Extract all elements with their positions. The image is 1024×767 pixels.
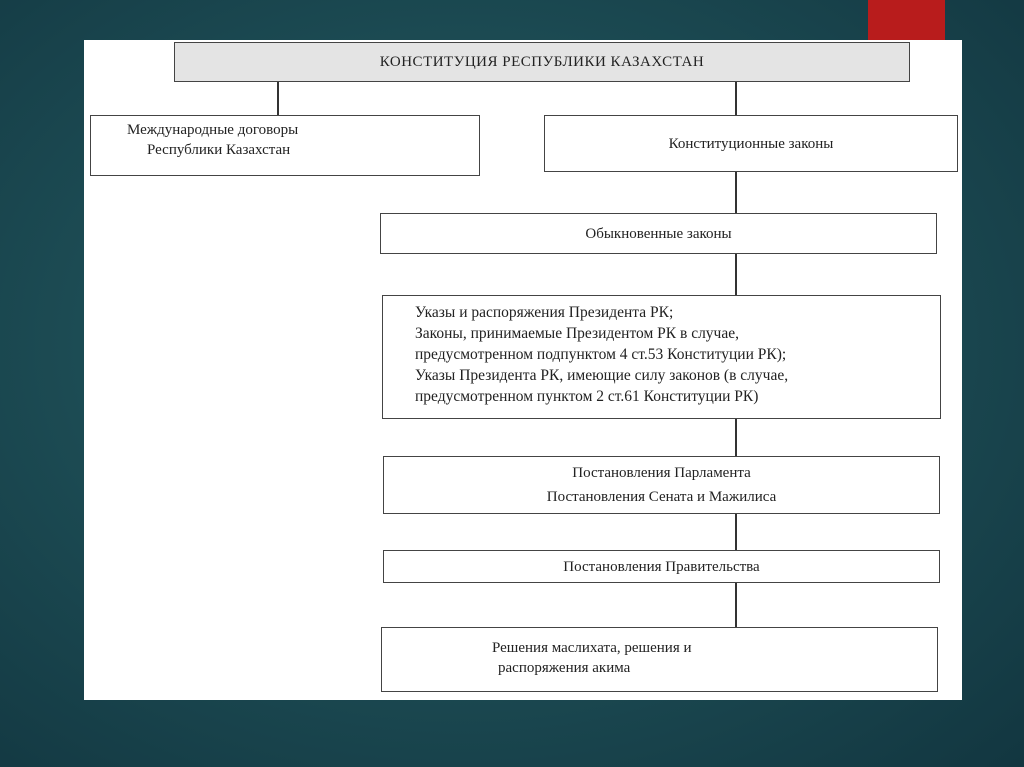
connector xyxy=(735,583,737,627)
constitutional-laws-label: Конституционные законы xyxy=(668,135,834,152)
connector xyxy=(735,419,737,456)
decrees-line: предусмотренном пунктом 2 ст.61 Конституции РК) xyxy=(415,388,759,405)
ordinary-laws-label: Обыкновенные законы xyxy=(585,225,732,242)
local-authorities-box xyxy=(381,627,938,692)
connector xyxy=(277,82,279,115)
decrees-line: Законы, принимаемые Президентом РК в случае, xyxy=(415,325,739,342)
accent-bar xyxy=(868,0,945,40)
decrees-box xyxy=(382,295,941,419)
constitution-box xyxy=(174,42,910,82)
parliament-box xyxy=(383,456,940,514)
constitutional-laws-box xyxy=(544,115,958,172)
parliament-line: Постановления Парламента xyxy=(572,465,751,481)
international-line: Республики Казахстан xyxy=(147,142,291,158)
decrees-line: Указы Президента РК, имеющие силу законов (в случае, xyxy=(415,367,789,384)
local-line: распоряжения акима xyxy=(498,660,631,676)
decrees-line: Указы и распоряжения Президента РК; xyxy=(415,304,674,321)
parliament-line: Постановления Сената и Мажилиса xyxy=(546,489,777,505)
government-label: Постановления Правительства xyxy=(563,558,760,575)
international-line: Международные договоры xyxy=(127,122,299,138)
ordinary-laws-box xyxy=(380,213,937,254)
connector xyxy=(735,514,737,550)
constitution-label: КОНСТИТУЦИЯ РЕСПУБЛИКИ КАЗАХСТАН xyxy=(379,54,705,70)
connector xyxy=(735,254,737,295)
connector xyxy=(735,172,737,213)
local-line: Решения маслихата, решения и xyxy=(492,640,692,656)
decrees-line: предусмотренном подпунктом 4 ст.53 Конституции РК); xyxy=(415,346,787,363)
international-treaties-box xyxy=(90,115,480,176)
connector xyxy=(735,82,737,115)
government-box xyxy=(383,550,940,583)
